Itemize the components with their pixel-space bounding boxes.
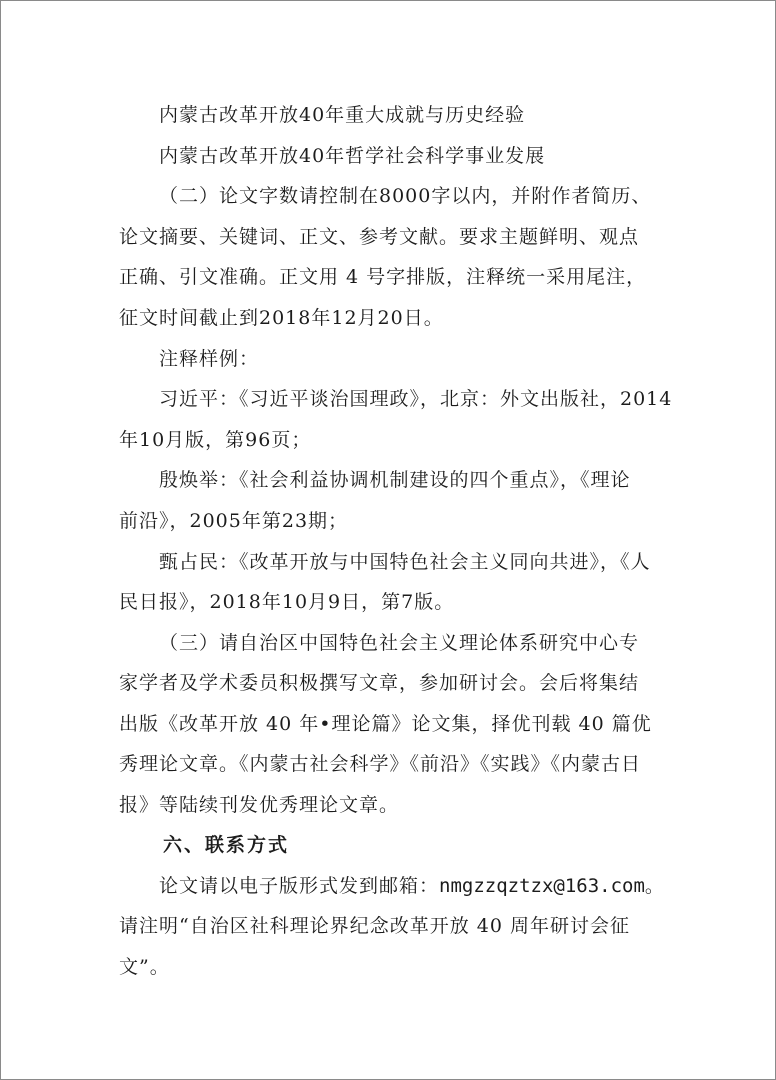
note-line: 习近平：《习近平谈治国理政》，北京：外文出版社，2014 bbox=[159, 388, 673, 410]
contact-note-line: 文”。 bbox=[119, 956, 170, 978]
section2-line: 论文摘要、关键词、正文、参考文献。要求主题鲜明、观点 bbox=[119, 226, 640, 248]
section3-line: 秀理论文章。《内蒙古社会科学》《前沿》《实践》《内蒙古日 bbox=[119, 753, 642, 775]
topic-line-1: 内蒙古改革开放40年重大成就与历史经验 bbox=[159, 104, 526, 126]
section3-line: （三）请自治区中国特色社会主义理论体系研究中心专 bbox=[159, 632, 640, 654]
note-line: 甄占民：《改革开放与中国特色社会主义同向共进》，《人 bbox=[159, 551, 651, 573]
section3-line: 家学者及学术委员积极撰写文章，参加研讨会。会后将集结 bbox=[119, 672, 640, 694]
section3-line: 出版《改革开放 40 年•理论篇》论文集，择优刊载 40 篇优 bbox=[119, 713, 652, 735]
contact-email-address: nmgzzqztzx@163.com。 bbox=[439, 875, 664, 897]
section2-line: （二）论文字数请控制在8000字以内，并附作者简历、 bbox=[159, 185, 652, 207]
contact-note-line: 请注明“自治区社科理论界纪念改革开放 40 周年研讨会征 bbox=[119, 915, 630, 937]
section2-line: 正确、引文准确。正文用 4 号字排版，注释统一采用尾注， bbox=[119, 266, 647, 288]
topic-line-2: 内蒙古改革开放40年哲学社会科学事业发展 bbox=[159, 145, 546, 167]
note-line: 年10月版，第96页； bbox=[119, 429, 312, 451]
contact-heading: 六、联系方式 bbox=[163, 834, 290, 856]
notes-title: 注释样例： bbox=[159, 348, 260, 370]
note-line: 民日报》，2018年10月9日，第7版。 bbox=[119, 591, 455, 613]
contact-email-line bbox=[159, 874, 664, 898]
note-line: 前沿》，2005年第23期； bbox=[119, 510, 349, 532]
note-line: 殷焕举：《社会利益协调机制建设的四个重点》，《理论 bbox=[159, 469, 631, 491]
contact-email-prefix: 论文请以电子版形式发到邮箱： bbox=[159, 875, 440, 897]
section3-line: 报》等陆续刊发优秀理论文章。 bbox=[119, 794, 400, 816]
section2-line: 征文时间截止到2018年12月20日。 bbox=[119, 307, 444, 329]
